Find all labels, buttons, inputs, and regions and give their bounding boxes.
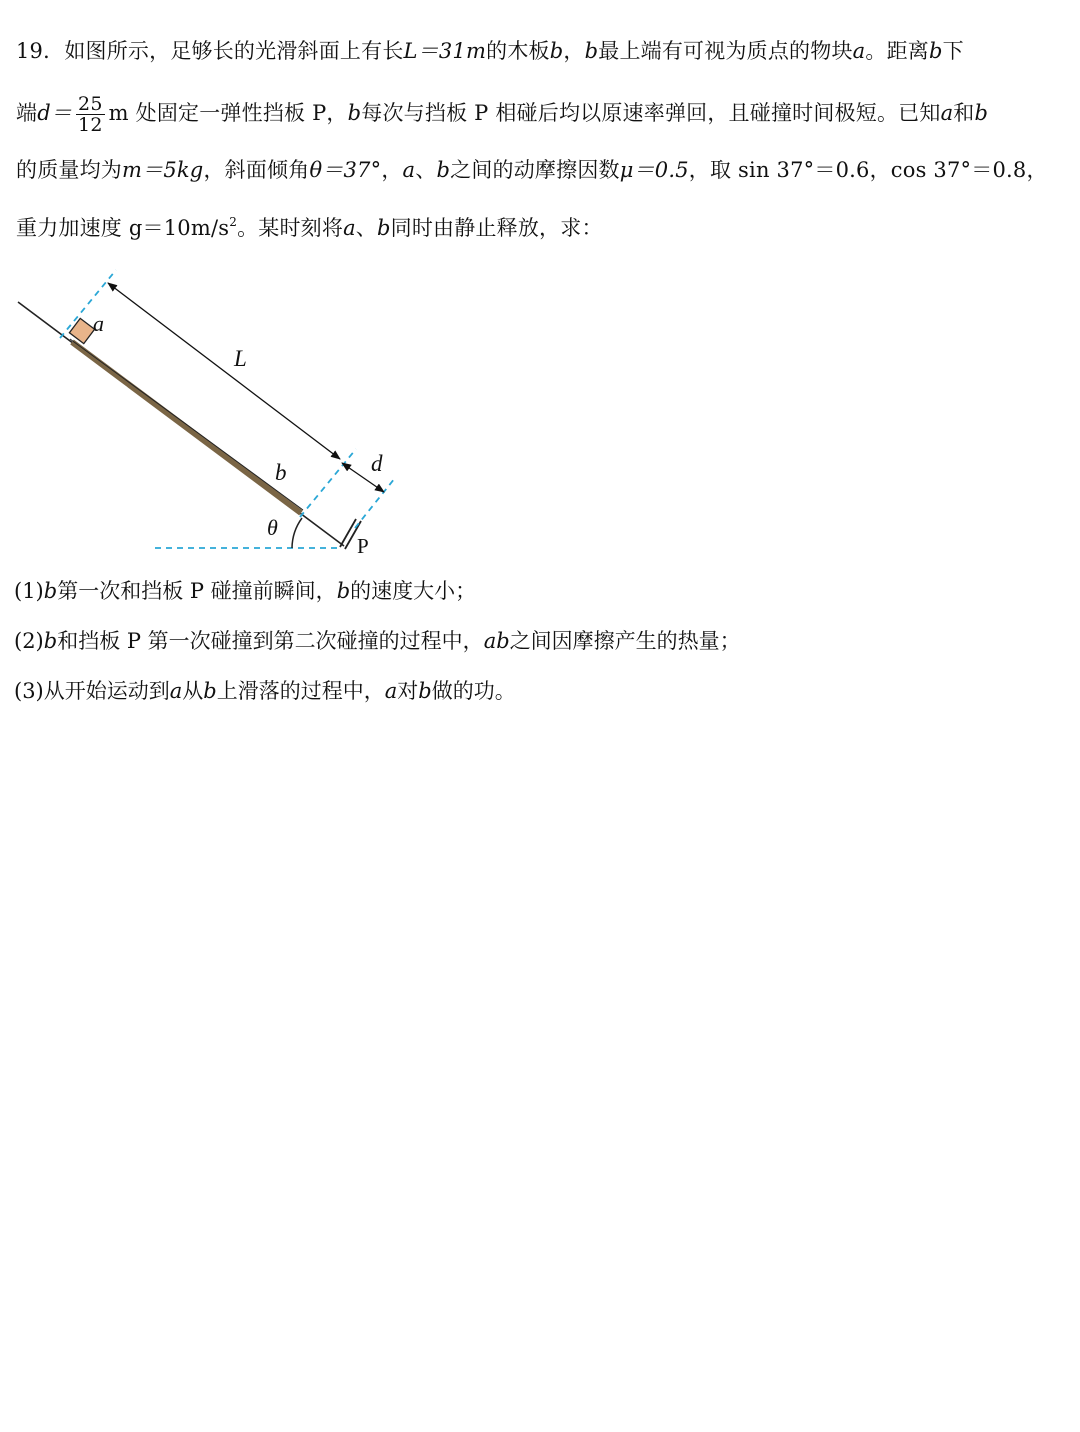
- label-P: P: [357, 534, 369, 558]
- problem-line-3: 的质量均为m＝5kg，斜面倾角θ＝37°，a、b之间的动摩擦因数μ＝0.5，取 sin 37°＝0.6，cos 37°＝0.8，: [16, 158, 1048, 182]
- problem-line-4: 重力加速度 $g=10m/s^2$。某时刻将a、b同时由静止释放，求：: [16, 215, 603, 240]
- problem-line-2: 端d＝ $\frac{25}{12}$ m 处固定一弹性挡板 P，b每次与挡板 P 相碰后均以原速率弹回，且碰撞时间极短。已知a和b: [16, 93, 989, 136]
- label-b: b: [275, 460, 287, 485]
- label-L: L: [234, 346, 247, 371]
- theta-angle-arc: [292, 518, 302, 548]
- label-theta: θ: [267, 515, 278, 540]
- board-b: [72, 342, 301, 513]
- question-2: (2)b和挡板 P 第一次碰撞到第二次碰撞的过程中，ab之间因摩擦产生的热量；: [14, 629, 741, 653]
- problem-number: 19．: [16, 39, 65, 63]
- incline-diagram: [0, 262, 420, 562]
- block-a: [69, 318, 94, 343]
- board-b-edge: [70, 339, 303, 510]
- problem-line-1: 19．如图所示，足够长的光滑斜面上有长L＝31m的木板b，b最上端有可视为质点的物块a。距离b下: [16, 39, 964, 63]
- length-l-arrow: [108, 283, 340, 459]
- label-d: d: [371, 451, 383, 476]
- fraction-d: $\frac{25}{12}$: [78, 93, 103, 136]
- dashed-marker-mid: [300, 449, 356, 517]
- question-3: (3)从开始运动到a从b上滑落的过程中，a对b做的功。: [14, 679, 516, 703]
- label-a: a: [93, 311, 104, 336]
- question-1: (1)b第一次和挡板 P 碰撞前瞬间，b的速度大小；: [14, 579, 477, 603]
